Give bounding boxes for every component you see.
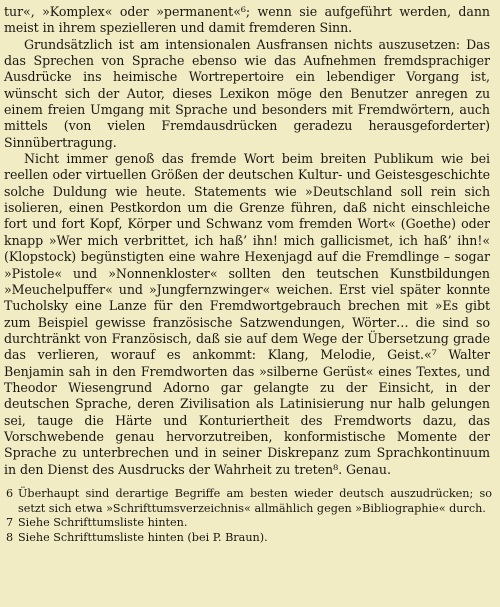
footnote-8 bbox=[4, 531, 492, 546]
paragraph-foreign-word-history: Nicht immer genoß das fremde Wort beim breiten Publikum wie bei reellen oder virtuellen Größen der deutschen Kultur- und Geistesgeschichte solche Duldung wie heute. Statements wie »Deutschland soll rein sich isolieren, einen Pestkordon um die Grenze führen, daß nicht einschleiche fort und fort Kopf, Körper und Schwanz vom fremden Wort« (Goethe) oder knapp »Wer mich verbrittet, ich haß’ ihn! mich gallicismet, ich haß’ ihn!« (Klopstock) begünstigten eine wahre Hexenjagd auf die Fremdlinge – sogar »Pistole« und »Nonnenkloster« sollten den teutschen Kunstbildungen »Meuchelpuffer« und »Jungfernzwinger« weichen. Erst viel später konnte Tucholsky eine Lanze für den Fremdwortgebrauch brechen mit »Es gibt zum Beispiel gewisse französische Satzwendungen, Wörter… die sind so durchtränkt von Französisch, daß sie auf dem Wege der Übersetzung grade das verlieren, worauf es ankommt: Klang, Melodie, Geist.«⁷ Walter Benjamin sah in den Fremdworten das »silberne Gerüst« eines Textes, und Theodor Wiesengrund Adorno gar gelangte zu der Einsicht, in der deutschen Sprache, deren Zivilisation als Latinisierung nur halb gelungen sei, tauge die Härte und Konturiertheit des Fremdworts dazu, das Vorschwebende genau hervorzutreiben, konformistische Momente der Sprache zu unterbrechen und in seiner Diskrepanz zum Sprachkontinuum in den Dienst des Ausdrucks der Wahrheit zu treten⁸. Genau. bbox=[4, 151, 490, 477]
footnote-7 bbox=[4, 516, 492, 531]
footnotes bbox=[4, 487, 492, 545]
footnote-number: 7 bbox=[6, 516, 14, 530]
footnote-6 bbox=[4, 487, 492, 516]
footnote-text: Siehe Schrifttumsliste hinten. bbox=[18, 516, 188, 530]
footnote-text: Überhaupt sind derartige Begriffe am besten wieder deutsch auszudrücken; so setzt sich etwa »Schrifttumsverzeichnis« allmählich gegen »Bibliographie« durch. bbox=[18, 487, 492, 515]
main-text bbox=[4, 4, 490, 478]
footnote-number: 8 bbox=[6, 530, 14, 544]
paragraph-continuation: tur«, »Komplex« oder »permanent«⁶; wenn sie aufgeführt werden, dann meist in ihrem spezielleren und damit fremderen Sinn. bbox=[4, 4, 490, 36]
footnote-number: 6 bbox=[6, 487, 14, 500]
footnote-text: Siehe Schrifttumsliste hinten (bei P. Braun). bbox=[18, 530, 268, 544]
paragraph-intensional-fraying: Grundsätzlich ist am intensionalen Ausfransen nichts auszusetzen: Das das Sprechen von Sprache ebenso wie das Aufnehmen fremdsprachiger Ausdrücke ins heimische Wortrepertoire ein lebendiger Vorgang ist, wünscht sich der Autor, dieses Lexikon möge den Benutzer anregen zu einem freien Umgang mit Sprache und besonders mit Fremdwörtern, auch mittels (von vielen Fremdausdrücken geradezu herausgeforderter) Sinnübertragung. bbox=[4, 36, 490, 150]
